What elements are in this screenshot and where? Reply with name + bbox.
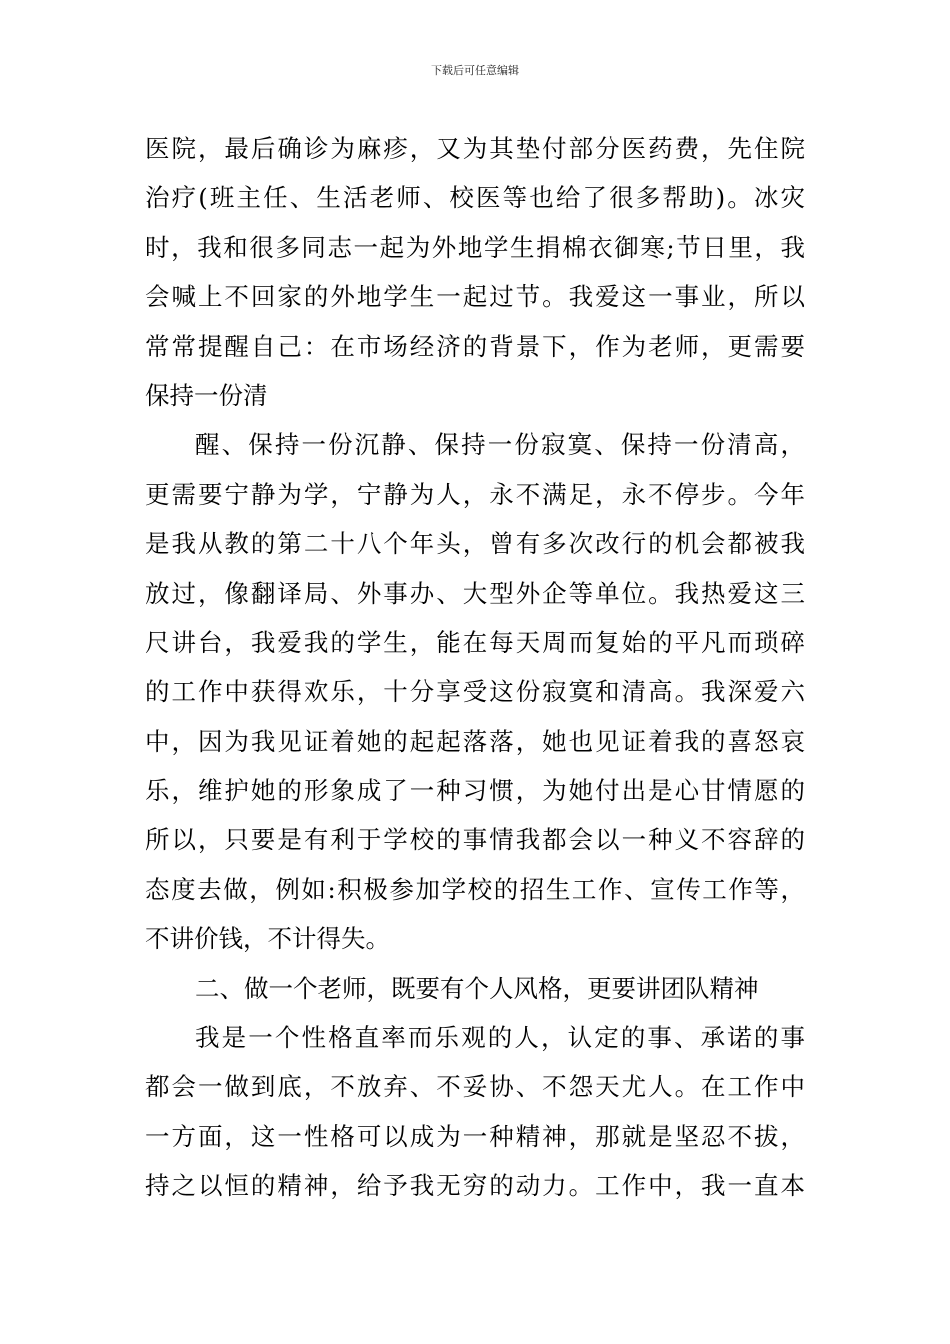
text-line: 保持一份清 (145, 380, 268, 410)
text-line: 尺讲台，我爱我的学生，能在每天周而复始的平凡而琐碎 (145, 627, 805, 657)
text-line: 不讲价钱，不计得失。 (145, 924, 390, 954)
text-line: 治疗(班主任、生活老师、校医等也给了很多帮助)。冰灾 (145, 183, 805, 213)
text-line: 持之以恒的精神，给予我无穷的动力。工作中，我一直本 (145, 1171, 805, 1201)
text-line: 更需要宁静为学，宁静为人，永不满足，永不停步。今年 (145, 479, 805, 509)
text-line: 是我从教的第二十八个年头，曾有多次改行的机会都被我 (145, 529, 805, 559)
text-line: 所以，只要是有利于学校的事情我都会以一种义不容辞的 (145, 825, 805, 855)
text-line: 都会一做到底，不放弃、不妥协、不怨天尤人。在工作中 (145, 1072, 805, 1102)
text-line: 的工作中获得欢乐，十分享受这份寂寞和清高。我深爱六 (145, 677, 805, 707)
document-body (145, 124, 805, 1211)
text-line: 乐，维护她的形象成了一种习惯，为她付出是心甘情愿的 (145, 776, 805, 806)
text-line: 中，因为我见证着她的起起落落，她也见证着我的喜怒哀 (145, 726, 805, 756)
text-line: 一方面，这一性格可以成为一种精神，那就是坚忍不拔， (145, 1121, 805, 1151)
page-header: 下载后可任意编辑 (431, 64, 519, 77)
text-line: 医院，最后确诊为麻疹，又为其垫付部分医药费，先住院 (145, 134, 805, 163)
text-line: 放过，像翻译局、外事办、大型外企等单位。我热爱这三 (145, 578, 805, 608)
text-line: 常常提醒自己：在市场经济的背景下，作为老师，更需要 (145, 331, 805, 361)
text-line: 会喊上不回家的外地学生一起过节。我爱这一事业，所以 (145, 282, 805, 312)
paragraph-first-line: 我是一个性格直率而乐观的人，认定的事、承诺的事 (195, 1023, 805, 1053)
text-line: 时，我和很多同志一起为外地学生捐棉衣御寒;节日里，我 (145, 232, 805, 262)
paragraph-first-line: 醒、保持一份沉静、保持一份寂寞、保持一份清高， (195, 430, 805, 460)
text-line: 态度去做，例如:积极参加学校的招生工作、宣传工作等， (145, 874, 805, 904)
section-heading: 二、做一个老师，既要有个人风格，更要讲团队精神 (195, 973, 759, 1003)
